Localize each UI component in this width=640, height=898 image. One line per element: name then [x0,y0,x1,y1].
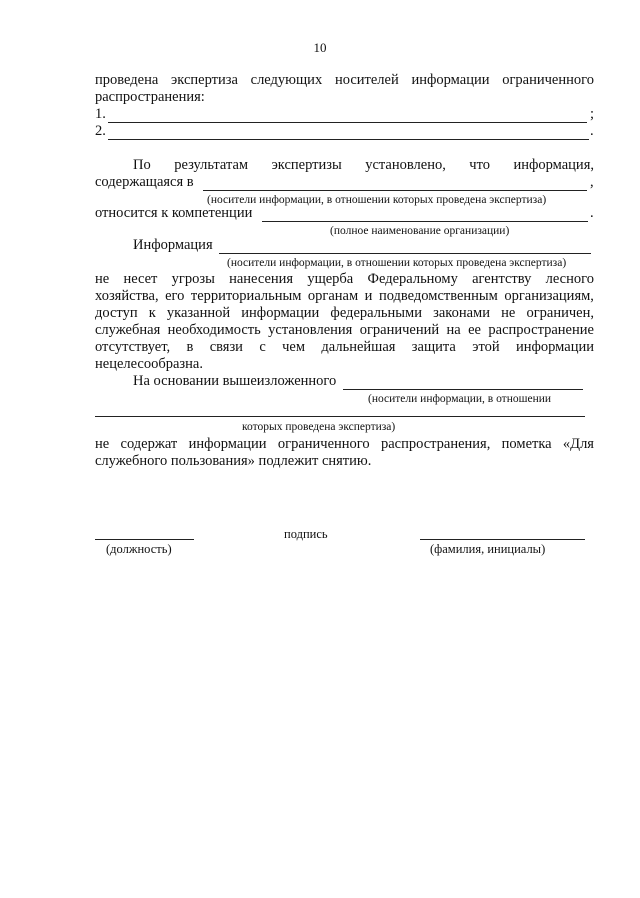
information-word: угрозы [171,271,215,287]
intro-word: экспертиза [171,72,238,88]
information-word: информации [515,339,594,355]
results-word: что [469,157,490,173]
results-word: По [133,157,151,173]
basis-blank-line-1[interactable] [343,389,583,390]
item-1-end: ; [590,106,595,122]
results-line-2-end: , [590,174,594,190]
page-number: 10 [313,40,327,55]
media-blank-line[interactable] [203,190,587,191]
information-word: указанной [166,305,231,321]
information-last-line: нецелесообразна. [95,356,203,372]
information-prefix: Информация [133,237,213,253]
information-word: ущерба [307,271,354,287]
basis-word: содержат [120,436,178,452]
results-word: экспертизы [271,157,342,173]
information-word: чем [282,339,306,355]
results-line-1 [133,157,594,174]
information-word: территориальным [190,288,302,304]
name-caption: (фамилия, инициалы) [430,542,546,556]
information-word: хозяйства, [95,288,159,304]
information-word: нанесения [229,271,294,287]
name-blank-line[interactable] [420,539,585,540]
basis-word: распространения, [380,436,491,452]
information-word: ее [468,322,481,338]
media-caption: (носители информации, в отношении которых проведена экспертиза) [207,194,547,206]
information-line-3 [95,305,594,322]
basis-caption-2: которых проведена экспертиза) [242,421,396,433]
item-2-number: 2. [95,123,106,139]
information-word: лесного [545,271,594,287]
information-word: распространение [488,322,594,338]
information-word: органам [307,288,359,304]
information-word: подведомственным [378,288,498,304]
basis-word: ограниченного [277,436,370,452]
intro-line-1 [95,72,594,89]
information-word: этой [472,339,500,355]
results-line-2-prefix: содержащаяся в [95,174,194,190]
information-blank-line[interactable] [219,253,591,254]
information-word: ограничен, [526,305,594,321]
information-word: ограничений [359,322,440,338]
information-word: установления [268,322,353,338]
item-2-blank-line[interactable] [108,139,589,140]
position-blank-line[interactable] [95,539,194,540]
information-word: связи [209,339,243,355]
information-word: информации [241,305,320,321]
information-word: и [364,288,373,304]
information-word: федеральными [330,305,422,321]
information-word: несет [123,271,158,287]
basis-word: «Для [562,436,594,452]
organization-blank-line[interactable] [262,221,588,222]
information-word: на [446,322,461,338]
information-line-2 [95,288,594,305]
results-word: информация, [513,157,594,173]
information-caption: (носители информации, в отношении которых проведена экспертиза) [227,257,567,269]
information-word: в [186,339,194,355]
information-line-5 [95,339,594,356]
information-line-1 [95,271,594,288]
intro-word: носителей [334,72,399,88]
intro-word: проведена [95,72,159,88]
intro-word: информации [411,72,490,88]
information-word: необходимость [167,322,261,338]
results-word: установлено, [365,157,446,173]
basis-blank-line-2[interactable] [95,416,585,417]
information-word: служебная [95,322,161,338]
competence-end: . [590,205,594,221]
information-word: не [95,271,110,287]
basis-caption-1: (носители информации, в отношении [368,393,552,405]
information-word: дальнейшая [321,339,396,355]
results-word: результатам [174,157,249,173]
basis-line-2: служебного пользования» подлежит снятию. [95,453,372,469]
organization-caption: (полное наименование организации) [330,225,510,237]
information-word: организациям, [504,288,594,304]
information-word: отсутствует, [95,339,171,355]
intro-line-2: распространения: [95,89,205,105]
intro-word: следующих [250,72,323,88]
information-word: законами [433,305,490,321]
basis-word: информации [188,436,267,452]
basis-line-1 [95,436,594,453]
intro-word: ограниченного [502,72,594,88]
information-word: его [165,288,185,304]
information-word: не [501,305,516,321]
basis-prefix: На основании вышеизложенного [133,373,337,389]
basis-word: пометка [501,436,552,452]
competence-prefix: относится к компетенции [95,205,253,221]
item-1-number: 1. [95,106,106,122]
item-2-end: . [590,123,594,139]
information-word: к [148,305,156,321]
item-1-blank-line[interactable] [108,122,587,123]
position-caption: (должность) [106,542,172,556]
information-word: защита [411,339,456,355]
information-line-4 [95,322,594,339]
information-word: доступ [95,305,138,321]
information-word: агентству [472,271,532,287]
basis-word: не [95,436,110,452]
information-word: с [259,339,266,355]
information-word: Федеральному [367,271,458,287]
signature-caption: подпись [284,527,328,541]
